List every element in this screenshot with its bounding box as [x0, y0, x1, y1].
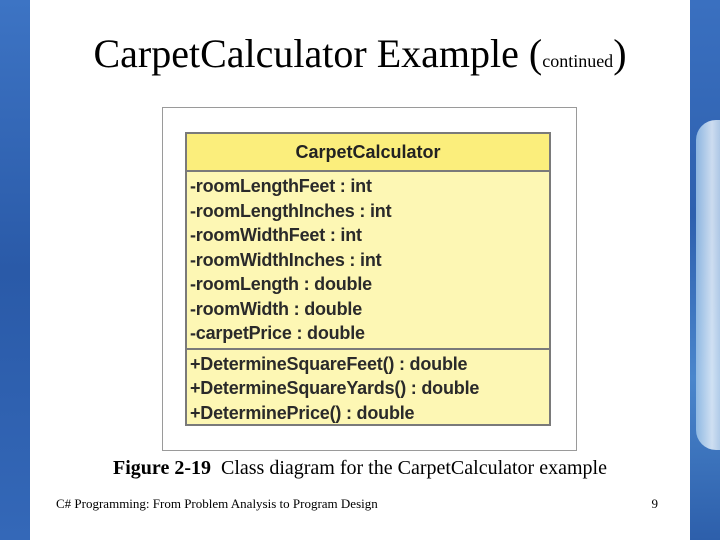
uml-operations-section — [187, 350, 549, 428]
page-number: 9 — [651, 496, 658, 511]
footer-text: C# Programming: From Problem Analysis to Program Design — [56, 496, 378, 511]
figure-frame — [162, 107, 577, 451]
uml-attribute: -roomLengthFeet : int — [190, 176, 372, 196]
uml-attribute: -roomWidth : double — [190, 298, 362, 319]
uml-operation: +DetermineSquareFeet() : double — [190, 353, 468, 374]
title-paren-close: ) — [613, 31, 627, 76]
uml-attribute: -carpetPrice : double — [190, 323, 365, 343]
left-decor-band — [0, 0, 30, 540]
uml-attribute: -roomWidthFeet : int — [190, 225, 362, 245]
uml-attribute: -roomWidthInches : int — [190, 249, 382, 270]
title-paren-open: ( — [528, 31, 543, 76]
figure-label: Figure 2-19 — [113, 457, 211, 479]
uml-operation: +DetermineSquareYards() : double — [190, 378, 480, 398]
uml-attributes-section — [187, 172, 549, 350]
slide — [30, 0, 690, 540]
decor-graphic — [696, 120, 720, 450]
uml-operation: +DeterminePrice() : double — [190, 402, 415, 423]
figure-caption — [30, 457, 690, 480]
title-main: CarpetCalculator Example — [93, 31, 529, 76]
uml-class-box — [185, 132, 551, 426]
right-decor-band — [690, 0, 720, 540]
slide-title — [30, 30, 690, 85]
title-continued: continued — [542, 51, 614, 71]
uml-attribute: -roomLengthInches : int — [190, 200, 392, 221]
uml-attribute: -roomLength : double — [190, 274, 372, 294]
figure-caption-text: Class diagram for the CarpetCalculator example — [220, 457, 607, 479]
uml-class-name: CarpetCalculator — [187, 134, 549, 172]
